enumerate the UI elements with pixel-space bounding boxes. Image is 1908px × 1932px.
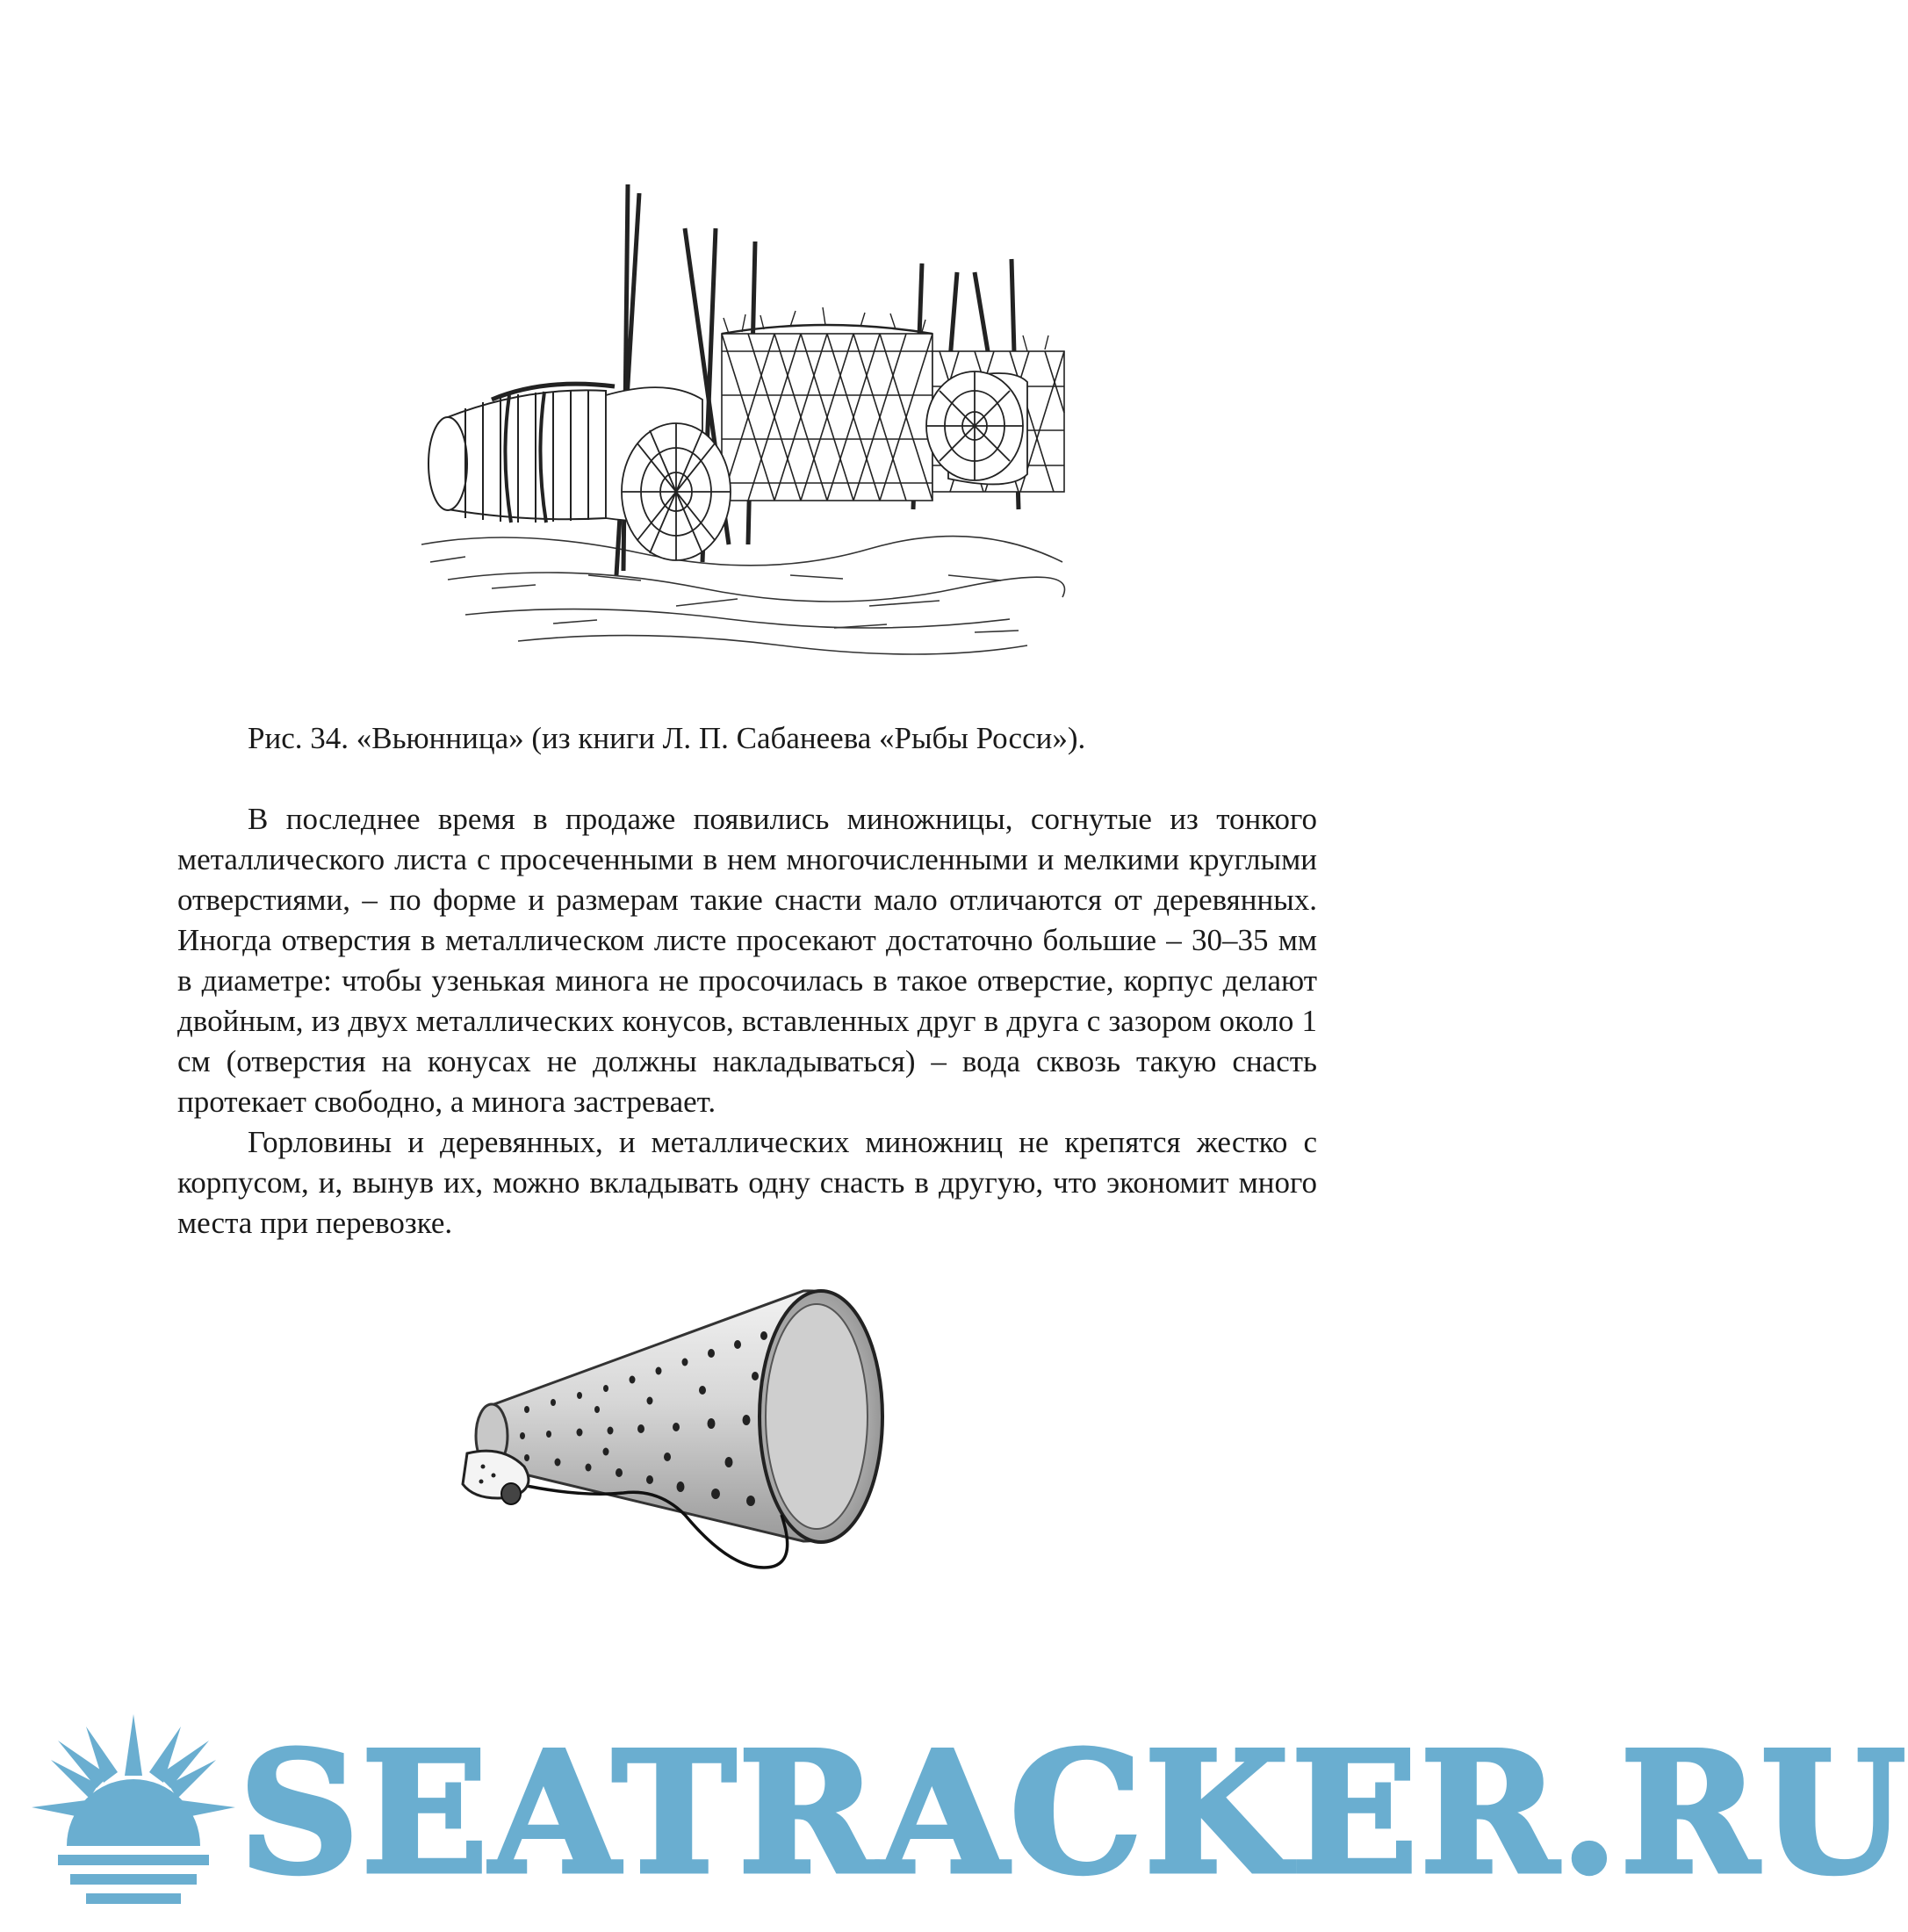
metal-cone-trap-illustration xyxy=(465,1278,1062,1682)
body-text xyxy=(177,799,1317,1244)
watermark-text: SEATRACKER.RU xyxy=(239,1715,1908,1911)
paragraph: В последнее время в продаже появились миножницы, согнутые из тонкого металлического листа с просеченными в нем многочисленными и мелкими круглыми отверстиями, – по форме и размерам такие снасти мало отличаются от деревянных. Иногда отверстия в металлическом листе просекают достаточно большие – 30–35 мм в диаметре: чтобы узенькая минога не просочилась в такое отверстие, корпус делают двойным, из двух металлических конусов, вставленных друг в друга с зазором около 1 см (отверстия на конусах не должны накладываться) – вода сквозь такую снасть протекает свободно, а минога застревает. xyxy=(177,802,1317,1119)
paragraph: Горловины и деревянных, и металлических миножниц не крепятся жестко с корпусом, и, вынув их, можно вкладывать одну снасть в другую, что экономит много места при перевозке. xyxy=(177,1125,1317,1240)
watermark xyxy=(0,1704,1908,1932)
wicker-trap-illustration xyxy=(413,176,1080,676)
figure-caption: Рис. 34. «Вьюнница» (из книги Л. П. Сабанеева «Рыбы Росси»). xyxy=(248,721,1086,755)
sun-logo-icon xyxy=(32,1714,235,1918)
